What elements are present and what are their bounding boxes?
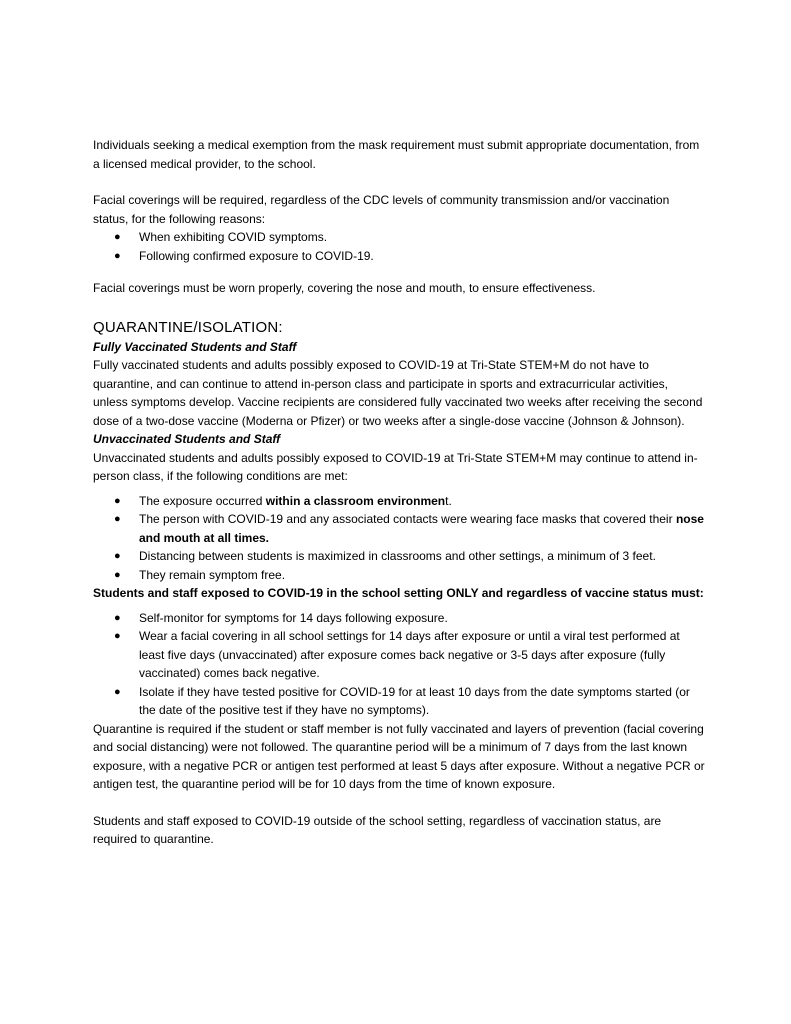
bullet-icon: ● <box>114 568 121 581</box>
unvaccinated-paragraph: Unvaccinated students and adults possibly exposed to COVID-19 at Tri-State STEM+M may continue to attend in-person class, if the following conditions are met: <box>93 450 698 483</box>
bullet-icon: ● <box>114 630 121 642</box>
vaccinated-subheading: Fully Vaccinated Students and Staff <box>93 339 297 354</box>
worn-properly-paragraph: Facial coverings must be worn properly, covering the nose and mouth, to ensure effectiveness. <box>93 281 596 295</box>
bullet-icon: ● <box>114 231 121 243</box>
facial-coverings-paragraph: Facial coverings will be required, regardless of the CDC levels of community transmission and/or vaccination status, for the following reasons: <box>93 193 670 226</box>
bullet-icon: ● <box>114 550 121 562</box>
bullet-icon: ● <box>114 611 121 624</box>
bullet-icon: ● <box>114 513 121 525</box>
outside-exposure-paragraph: Students and staff exposed to COVID-19 outside of the school setting, regardless of vaccination status, are required to quarantine. <box>93 813 662 846</box>
conditions-list <box>93 492 705 585</box>
facial-reasons-list <box>93 228 705 265</box>
list-item: ● They remain symptom free. <box>93 566 705 585</box>
unvaccinated-subheading: Unvaccinated Students and Staff <box>93 432 281 446</box>
exposed-heading: Students and staff exposed to COVID-19 in the school setting ONLY and regardless of vaccine status must: <box>93 586 704 600</box>
exposed-requirements-list <box>93 609 705 720</box>
bullet-icon: ● <box>114 685 121 698</box>
quarantine-required-paragraph: Quarantine is required if the student or staff member is not fully vaccinated and layers of prevention (facial covering and social distancing) were not followed. The quarantine period will be a minimum of 7 days from the last known exposure, with a negative PCR or antigen test performed at least 5 days after exposure. Without a negative PCR or antigen test, the quarantine period will be for 10 days from the time of known exposure. <box>93 721 705 791</box>
bullet-icon: ● <box>114 494 121 507</box>
list-item: ● Wear a facial covering in all school settings for 14 days after exposure or until a viral test performed at least five days (unvaccinated) after exposure comes back negative or 3-5 days after exposure (fully vaccinated) comes back negative. <box>114 629 680 680</box>
bullet-icon: ● <box>114 249 121 262</box>
list-item: ● When exhibiting COVID symptoms. <box>93 228 705 247</box>
vaccinated-paragraph: Fully vaccinated students and adults possibly exposed to COVID-19 at Tri-State STEM+M do not have to quarantine, and can continue to attend in-person class and participate in sports and extracurricular activities, unless symptoms develop. Vaccine recipients are considered fully vaccinated two weeks after receiving the second dose of a two-dose vaccine (Moderna or Pfizer) or two weeks after a single-dose vaccine (Johnson & Johnson). <box>93 358 703 428</box>
document-body <box>93 136 705 849</box>
list-item: ● Following confirmed exposure to COVID-19. <box>93 247 705 266</box>
list-item: ● The person with COVID-19 and any associated contacts were wearing face masks that covered their nose and mouth at all times. <box>114 512 704 545</box>
list-item: ● Self-monitor for symptoms for 14 days following exposure. <box>93 609 705 628</box>
quarantine-heading: QUARANTINE/ISOLATION: <box>93 318 283 336</box>
list-item: ● Isolate if they have tested positive for COVID-19 for at least 10 days from the date symptoms started (or the date of the positive test if they have no symptoms). <box>114 684 690 717</box>
exemption-paragraph: Individuals seeking a medical exemption from the mask requirement must submit appropriate documentation, from a licensed medical provider, to the school. <box>93 138 700 171</box>
list-item: ● The exposure occurred within a classroom environment. <box>93 492 705 511</box>
list-item: ● Distancing between students is maximized in classrooms and other settings, a minimum of 3 feet. <box>93 547 705 566</box>
